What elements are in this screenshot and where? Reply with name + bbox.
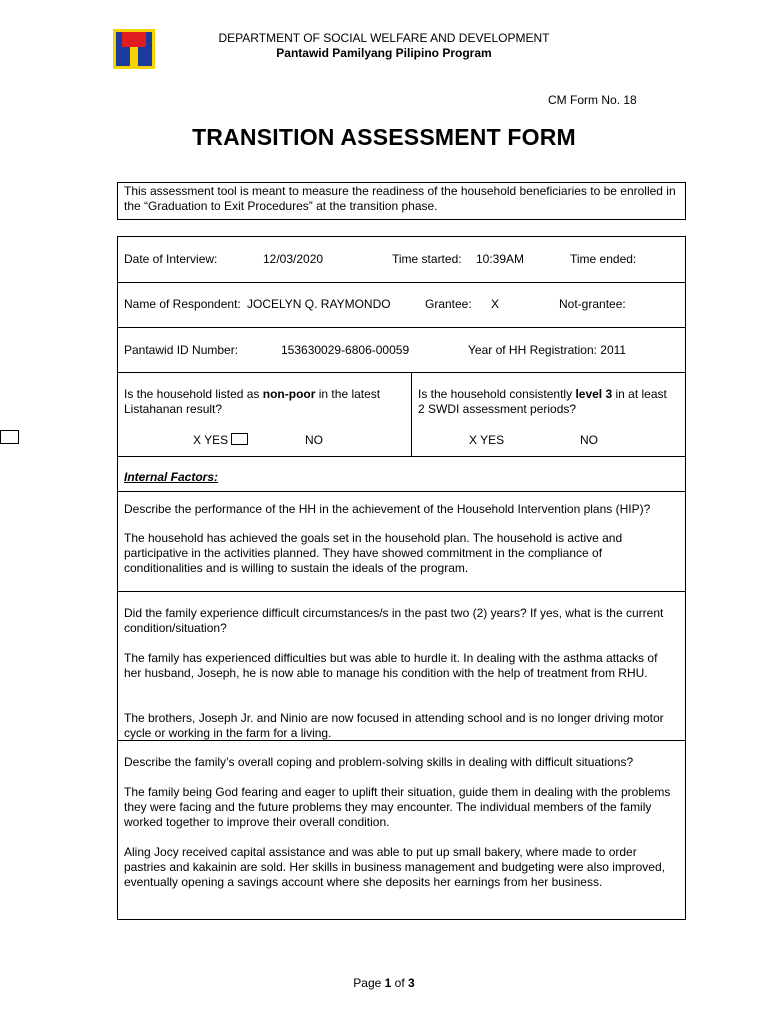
s3-answer-2: Aling Jocy received capital assistance and was able to put up small bakery, where made to order pastries and kakainin are sold. Her skills in business management and budgeting were also improved, eventually opening a savings account where she deposits her earnings from her business. (124, 845, 665, 889)
q1-line2: Listahanan result? (124, 402, 223, 416)
assessment-table (117, 236, 686, 920)
s2-answer-1: The family has experienced difficulties but was able to hurdle it. In dealing with the asthma attacks of her husband, Joseph, he is now able to manage his condition with the help of treatment from RHU. (124, 651, 658, 680)
row-divider (118, 591, 685, 592)
time-started-value: 10:39AM (476, 252, 525, 266)
q2-line1 (418, 387, 667, 401)
q1-checkbox[interactable] (231, 433, 248, 445)
q2-line2: 2 SWDI assessment periods? (418, 402, 577, 416)
program-name: Pantawid Pamilyang Pilipino Program (276, 46, 492, 60)
q2-emphasis: level 3 (575, 387, 613, 401)
time-started-label: Time started: (392, 252, 462, 266)
page-prefix: Page (353, 976, 385, 990)
respondent-label: Name of Respondent: (124, 297, 241, 311)
department-name: DEPARTMENT OF SOCIAL WELFARE AND DEVELOPMENT (218, 31, 550, 45)
row-divider (118, 282, 685, 283)
row-divider (118, 456, 685, 457)
pantawid-id-value: 153630029-6806-00059 (281, 343, 410, 357)
q1-no: NO (305, 433, 323, 447)
q1-emphasis: non-poor (262, 387, 316, 401)
s1-question: Describe the performance of the HH in the achievement of the Household Intervention plans (HIP)? (124, 502, 651, 516)
q1-line1 (124, 387, 380, 401)
q1-yes: X YES (193, 433, 229, 447)
row-divider (118, 491, 685, 492)
q1-text: Is the household listed as (124, 387, 263, 401)
internal-factors-heading: Internal Factors: (124, 470, 219, 484)
q2-no: NO (580, 433, 598, 447)
q1-text-end: in the latest (315, 387, 381, 401)
intro-box (117, 182, 686, 220)
hh-registration-value: 2011 (600, 343, 627, 357)
page-of: of (391, 976, 409, 990)
form-title: TRANSITION ASSESSMENT FORM (192, 124, 576, 150)
q2-text: Is the household consistently (418, 387, 576, 401)
grantee-value: X (491, 297, 500, 311)
s2-answer-2: The brothers, Joseph Jr. and Ninio are now focused in attending school and is no longer driving motor cycle or working in the farm for a living. (124, 711, 664, 740)
column-divider (411, 372, 412, 456)
not-grantee-label: Not-grantee: (559, 297, 626, 311)
s3-question: Describe the family’s overall coping and problem-solving skills in dealing with difficult situations? (124, 755, 634, 769)
respondent-value: JOCELYN Q. RAYMONDO (247, 297, 391, 311)
page-current: 1 (384, 976, 392, 990)
intro-text: This assessment tool is meant to measure the readiness of the household beneficiaries to be enrolled in the “Graduation to Exit Procedures” at the transition phase. (124, 184, 676, 213)
form-number: CM Form No. 18 (548, 93, 637, 107)
s1-answer: The household has achieved the goals set in the household plan. The household is active and participative in the activities planned. They have showed commitment in the compliance of conditionalities and is willing to sustain the ideals of the program. (124, 531, 623, 575)
pantawid-id-label: Pantawid ID Number: (124, 343, 239, 357)
date-value: 12/03/2020 (263, 252, 324, 266)
s2-question: Did the family experience difficult circumstances/s in the past two (2) years? If yes, what is the current condition/situation? (124, 606, 664, 635)
page-footer (0, 976, 768, 990)
row-divider (118, 327, 685, 328)
s3-answer-1: The family being God fearing and eager to uplift their situation, guide them in dealing with the problems they were facing and the future problems they may encounter. The individual members of the family worked together to improve their overall condition. (124, 785, 671, 829)
q2-text-end: in at least (612, 387, 667, 401)
row-divider (118, 372, 685, 373)
hh-registration-label: Year of HH Registration: (468, 343, 597, 357)
q2-yes: X YES (469, 433, 505, 447)
time-ended-label: Time ended: (570, 252, 637, 266)
hh-registration (468, 343, 626, 357)
grantee-label: Grantee: (425, 297, 472, 311)
date-label: Date of Interview: (124, 252, 218, 266)
page-total: 3 (408, 976, 415, 990)
margin-checkbox (0, 430, 19, 444)
